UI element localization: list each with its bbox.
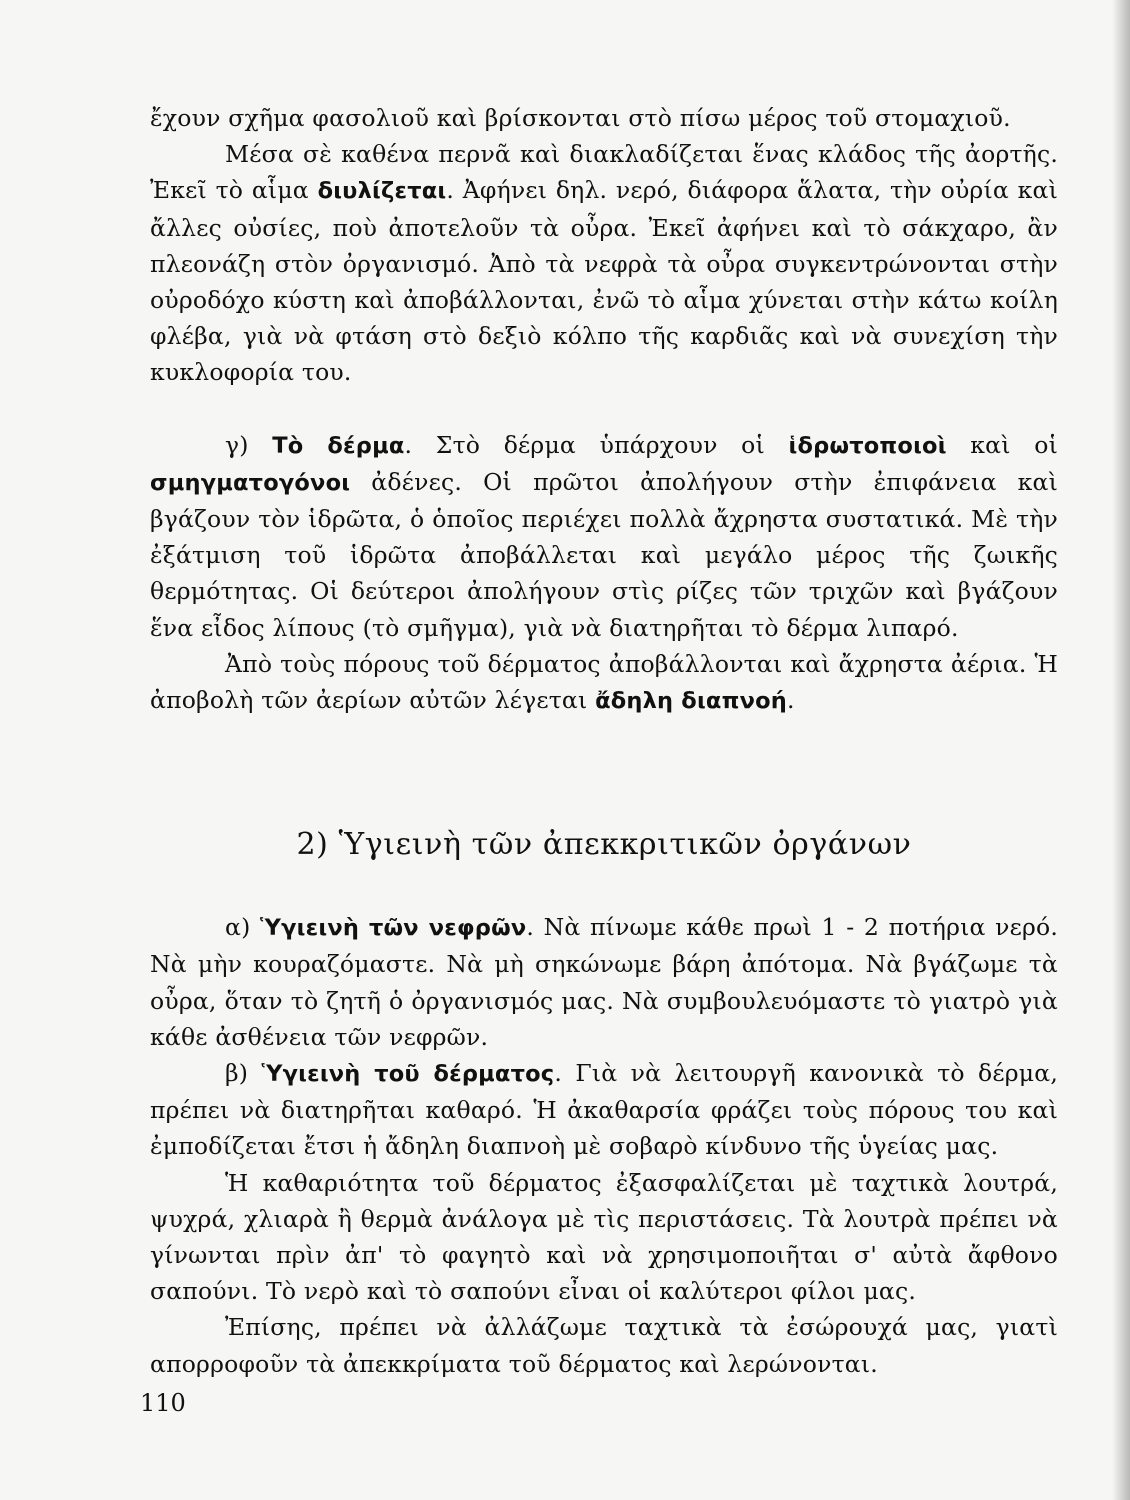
page-body	[150, 100, 1058, 1382]
paragraph-perspiration: Ἀπὸ τοὺς πόρους τοῦ δέρματος ἀποβάλλονται καὶ ἄχρηστα ἀέρια. Ἡ ἀποβολὴ τῶν ἀερίων αὐτῶν λέγεται ἄδηλη διαπνοή.	[150, 649, 1058, 715]
term-kidney-hygiene: Ὑγιεινὴ τῶν νεφρῶν	[260, 915, 527, 942]
term-to-derma: Τὸ δέρμα	[272, 432, 405, 459]
term-adili-diapnoi: ἄδηλη διαπνοή	[595, 688, 787, 715]
term-smigmatogonoi: σμηγματογόνοι	[150, 469, 351, 496]
term-skin-hygiene: Ὑγιεινὴ τοῦ δέρματος	[261, 1061, 555, 1088]
paragraph-kidney-function: Μέσα σὲ καθένα περνᾶ καὶ διακλαδίζεται ἕνας κλάδος τῆς ἀορτῆς. Ἐκεῖ τὸ αἷμα διυλίζεται. Ἀφήνει δηλ. νερό, διάφορα ἅλατα, τὴν οὐρία καὶ ἄλλες οὐσίες, ποὺ ἀποτελοῦν τὰ οὖρα. Ἐκεῖ ἀφήνει καὶ τὸ σάκχαρο, ἂν πλεονάζη στὸν ὀργανισμό. Ἀπὸ τὰ νεφρὰ τὰ οὖρα συγκεντρώνονται στὴν οὐροδόχο κύστη καὶ ἀποβάλλονται, ἐνῶ τὸ αἷμα χύνεται στὴν κάτω κοίλη φλέβα, γιὰ νὰ φτάση στὸ δεξιὸ κόλπο τῆς καρδιᾶς καὶ νὰ συνεχίση τὴν κυκλοφορία του.	[150, 140, 1058, 387]
section-heading: 2) Ὑγιεινὴ τῶν ἀπεκκριτικῶν ὀργάνων	[296, 827, 912, 863]
paragraph-underwear: Ἐπίσης, πρέπει νὰ ἀλλάζωμε ταχτικὰ τὰ ἐσώρουχά μας, γιατὶ απορροφοῦν τὰ ἀπεκκρίματα τοῦ δέρματος καὶ λερώνονται.	[150, 1313, 1058, 1378]
paragraph-kidney-hygiene: α) Ὑγιεινὴ τῶν νεφρῶν. Νὰ πίνωμε κάθε πρωὶ 1 - 2 ποτήρια νερό. Νὰ μὴν κουραζόμαστε. Νὰ μὴ σηκώνωμε βάρη ἀπότομα. Νὰ βγάζωμε τὰ οὖρα, ὅταν τὸ ζητῆ ὁ ὀργανισμός μας. Νὰ συμβουλευόμαστε τὸ γιατρὸ γιὰ κάθε ἀσθένεια τῶν νεφρῶν.	[150, 913, 1059, 1051]
paragraph-cleanliness: Ἡ καθαριότητα τοῦ δέρματος ἐξασφαλίζεται μὲ ταχτικὰ λουτρά, ψυχρά, χλιαρὰ ἢ θερμὰ ἀνάλογα μὲ τὶς περιστάσεις. Τὰ λουτρὰ πρέπει νὰ γίνωνται πρὶν ἀπ' τὸ φαγητὸ καὶ νὰ χρησιμοποιῆται σ' αὐτὰ ἄφθονο σαπούνι. Τὸ νερὸ καὶ τὸ σαπούνι εἶναι οἱ καλύτεροι φίλοι μας.	[150, 1168, 1058, 1306]
paragraph-skin-hygiene: β) Ὑγιεινὴ τοῦ δέρματος. Γιὰ νὰ λειτουργῆ κανονικὰ τὸ δέρμα, πρέπει νὰ διατηρῆται καθαρό. Ἡ ἀκαθαρσία φράζει τοὺς πόρους του καὶ ἐμποδίζεται ἔτσι ἡ ἄδηλη διαπνοὴ μὲ σοβαρὸ κίνδυνο τῆς ὑγείας μας.	[150, 1059, 1059, 1161]
term-diylizetai: διυλίζεται	[317, 178, 447, 205]
paragraph-kidney-shape: ἔχουν σχῆμα φασολιοῦ καὶ βρίσκονται στὸ πίσω μέρος τοῦ στομαχιοῦ.	[150, 104, 1011, 132]
page-number: 110	[140, 1389, 186, 1417]
paragraph-skin: γ) Τὸ δέρμα. Στὸ δέρμα ὑπάρχουν οἱ ἱδρωτοποιοὶ καὶ οἱ σμηγματογόνοι ἀδένες. Οἱ πρῶτοι ἀπολήγουν στὴν ἐπιφάνεια καὶ βγάζουν τὸν ἱδρῶτα, ὁ ὁποῖος περιέχει πολλὰ ἄχρηστα συστατικά. Μὲ τὴν ἐξάτμιση τοῦ ἱδρῶτα ἀποβάλλεται καὶ μεγάλο μέρος τῆς ζωικῆς θερμότητας. Οἱ δεύτεροι ἀπολήγουν στὶς ρίζες τῶν τριχῶν καὶ βγάζουν ἕνα εἶδος λίπους (τὸ σμῆγμα), γιὰ νὰ διατηρῆται τὸ δέρμα λιπαρό.	[150, 430, 1058, 642]
term-idrotopoioi: ἱδρωτοποιοὶ	[788, 432, 947, 459]
